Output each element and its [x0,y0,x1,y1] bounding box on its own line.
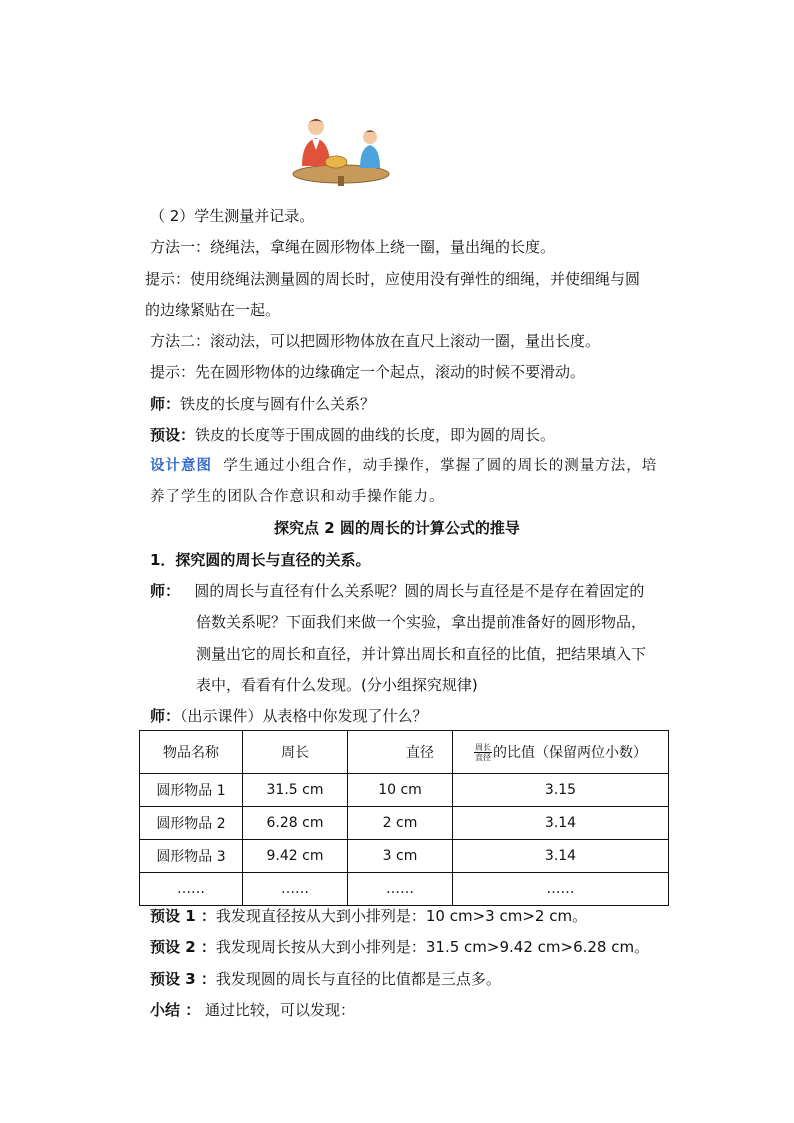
table-row [140,774,669,807]
preset-answer [150,424,555,446]
tip-1-line-a: 提示：使用绕绳法测量圆的周长时，应使用没有弹性的细绳，并使细绳与圆 [145,270,641,288]
preset-3-line [150,968,501,990]
design-intent-line-b: 养了学生的团队合作意识和动手操作能力。 [150,489,445,505]
table-row [140,873,669,906]
cell-diameter: …… [348,873,453,906]
section-heading: 探究点 2 圆的周长的计算公式的推导 [274,519,520,537]
cell-circumference: 9.42 cm [243,840,348,873]
cell-diameter: 10 cm [348,774,453,807]
preset-1-text: 我发现直径按从大到小排列是：10 cm>3 cm>2 cm。 [215,907,588,925]
table-row [140,840,669,873]
measurement-table [139,730,669,906]
preset-1-label: 预设 1 ： [150,907,216,925]
teacher-explain-line-d: 表中，看看有什么发现。(分小组探究规律) [196,676,478,694]
cell-diameter: 2 cm [348,807,453,840]
step-2-text: （ 2）学生测量并记录。 [150,207,315,225]
design-intent-line-a [150,455,657,477]
preset-3-text: 我发现圆的周长与直径的比值都是三点多。 [215,970,501,988]
teacher-explain-line-b: 倍数关系呢？下面我们来做一个实验，拿出提前准备好的圆形物品， [196,613,647,631]
cell-ratio: 3.14 [453,840,669,873]
cell-circumference: 6.28 cm [243,807,348,840]
method-2-text: 方法二：滚动法，可以把圆形物体放在直尺上滚动一圈，量出长度。 [150,332,601,350]
header-item-name: 物品名称 [140,731,243,774]
cell-circumference: …… [243,873,348,906]
table-row [140,807,669,840]
teacher-explain-line-a [150,580,644,602]
teacher-label: 师： [150,707,181,725]
cell-item-name: 圆形物品 1 [140,774,243,807]
preset-2-label: 预设 2 ： [150,938,216,956]
preset-answer-text: 铁皮的长度等于围成圆的曲线的长度，即为圆的周长。 [195,426,556,444]
teacher-question [150,393,375,415]
cell-ratio: 3.15 [453,774,669,807]
item-1-heading: 1．探究圆的周长与直径的关系。 [150,551,371,569]
teacher-label: 师： [150,395,181,413]
teacher-label: 师： [150,582,181,600]
header-circumference: 周长 [243,731,348,774]
header-diameter: 直径 [348,731,453,774]
tip-2-text: 提示：先在圆形物体的边缘确定一个起点，滚动的时候不要滑动。 [150,363,586,381]
teacher-show-text: （出示课件）从表格中你发现了什么？ [180,707,428,725]
cell-item-name: 圆形物品 3 [140,840,243,873]
header-ratio [453,731,669,774]
teacher-question-text: 铁皮的长度与圆有什么关系？ [180,395,376,413]
summary-text: 通过比较，可以发现： [205,1001,356,1019]
preset-2-text: 我发现周长按从大到小排列是：31.5 cm>9.42 cm>6.28 cm。 [215,938,650,956]
ratio-header-text: 的比值（保留两位小数） [493,744,647,761]
preset-3-label: 预设 3 ： [150,970,216,988]
preset-2-line [150,936,649,958]
teacher-explain-text-a: 圆的周长与直径有什么关系呢？圆的周长与直径是不是存在着固定的 [194,582,645,600]
tip-1-line-b: 的边缘紧贴在一起。 [145,301,281,319]
table-header-row [140,731,669,774]
design-intent-text-a: 学生通过小组合作，动手操作，掌握了圆的周长的测量方法，培 [223,458,658,474]
cell-circumference: 31.5 cm [243,774,348,807]
cell-diameter: 3 cm [348,840,453,873]
teacher-student-illustration [286,110,396,188]
preset-1-line [150,905,587,927]
cell-item-name: …… [140,873,243,906]
preset-label: 预设： [150,426,196,444]
cell-item-name: 圆形物品 2 [140,807,243,840]
summary-line [150,999,355,1021]
cell-ratio: 3.14 [453,807,669,840]
design-intent-label: 设计意图 [150,457,212,474]
cell-ratio: …… [453,873,669,906]
ratio-fraction: $\frac{\text{周长}}{\text{直径}}$ [475,743,491,763]
teacher-explain-line-c: 测量出它的周长和直径，并计算出周长和直径的比值，把结果填入下 [196,645,647,663]
method-1-text: 方法一：绕绳法，拿绳在圆形物体上绕一圈，量出绳的长度。 [150,238,556,256]
summary-label: 小结 ： [150,1001,201,1019]
teacher-show-line [150,705,428,727]
